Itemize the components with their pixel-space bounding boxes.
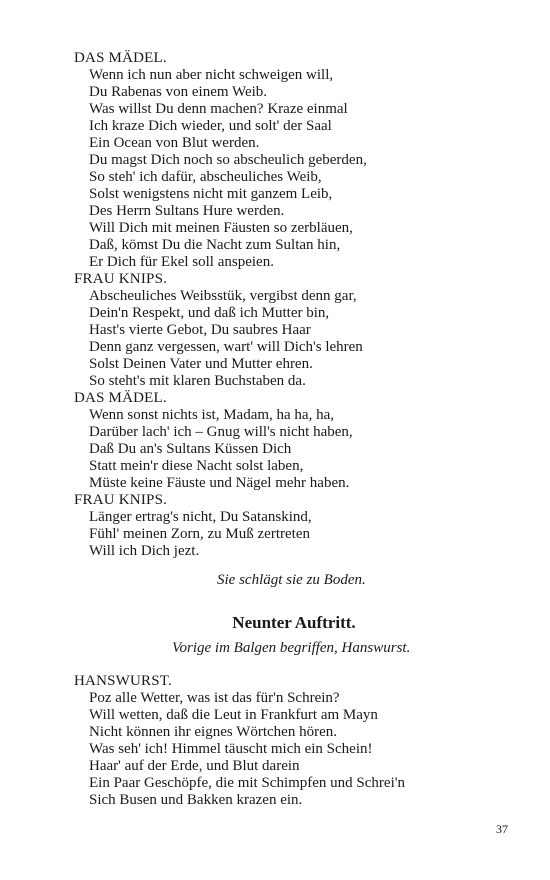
speaker-name: DAS MÄDEL. [74,50,167,66]
verse-line: Länger ertrag's nicht, Du Satanskind, [89,509,312,525]
verse-line: Was seh' ich! Himmel täuscht mich ein Schein! [89,741,373,757]
page-number: 37 [496,822,508,836]
verse-line: Ich kraze Dich wieder, und solt' der Saal [89,118,332,134]
verse-line: Haar' auf der Erde, und Blut darein [89,758,300,774]
verse-line: Abscheuliches Weibsstük, vergibst denn gar, [89,288,357,304]
verse-line: Statt mein'r diese Nacht solst laben, [89,458,304,474]
verse-line: Fühl' meinen Zorn, zu Muß zertreten [89,526,310,542]
verse-line: Ein Ocean von Blut werden. [89,135,260,151]
verse-line: Will Dich mit meinen Fäusten so zerbläuen, [89,220,353,236]
verse-line: Will ich Dich jezt. [89,543,200,559]
verse-line: So steht's mit klaren Buchstaben da. [89,373,306,389]
verse-line: Du magst Dich noch so abscheulich geberden, [89,152,367,168]
speaker-name: FRAU KNIPS. [74,271,168,287]
verse-line: Er Dich für Ekel soll anspeien. [89,254,274,270]
stage-direction: Sie schlägt sie zu Boden. [217,572,366,588]
speech-block-3 [74,390,514,492]
verse-line: Poz alle Wetter, was ist das für'n Schrein? [89,690,340,706]
verse-line: Hast's vierte Gebot, Du saubres Haar [89,322,311,338]
verse-line: Du Rabenas von einem Weib. [89,84,268,100]
verse-line: Wenn ich nun aber nicht schweigen will, [89,67,334,83]
verse-line: Will wetten, daß die Leut in Frankfurt am Mayn [89,707,378,723]
speaker-name: HANSWURST. [74,673,172,689]
verse-line: Nicht können ihr eignes Wörtchen hören. [89,724,337,740]
verse-line: So steh' ich dafür, abscheuliches Weib, [89,169,322,185]
speech-block-2 [74,271,514,390]
verse-line: Sich Busen und Bakken krazen ein. [89,792,303,808]
verse-line: Ein Paar Geschöpfe, die mit Schimpfen und Schrei'n [89,775,405,791]
scene-heading: Neunter Auftritt. [232,613,356,632]
verse-line: Daß Du an's Sultans Küssen Dich [89,441,292,457]
speech-block-4 [74,492,514,560]
verse-line: Des Herrn Sultans Hure werden. [89,203,285,219]
speech-block-5 [74,673,514,809]
verse-line: Solst Deinen Vater und Mutter ehren. [89,356,313,372]
verse-line: Dein'n Respekt, und daß ich Mutter bin, [89,305,330,321]
speaker-name: FRAU KNIPS. [74,492,168,508]
verse-line: Wenn sonst nichts ist, Madam, ha ha, ha, [89,407,335,423]
speech-block-1 [74,50,514,271]
speaker-name: DAS MÄDEL. [74,390,167,406]
verse-line: Solst wenigstens nicht mit ganzem Leib, [89,186,333,202]
verse-line: Was willst Du denn machen? Kraze einmal [89,101,348,117]
verse-line: Müste keine Fäuste und Nägel mehr haben. [89,475,350,491]
verse-line: Darüber lach' ich – Gnug will's nicht haben, [89,424,353,440]
verse-line: Daß, kömst Du die Nacht zum Sultan hin, [89,237,341,253]
scene-stage-direction: Vorige im Balgen begriffen, Hanswurst. [172,640,411,656]
verse-line: Denn ganz vergessen, wart' will Dich's lehren [89,339,363,355]
